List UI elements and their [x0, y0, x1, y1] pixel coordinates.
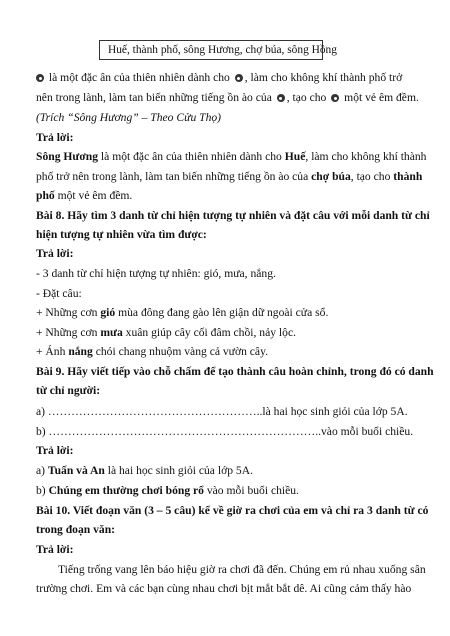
answer-text: chói chang nhuộm vàng cả vườn cây.: [92, 345, 269, 358]
bold-word: nắng: [68, 345, 93, 358]
answer-text: + Những cơn: [36, 306, 101, 319]
bold-word: gió: [100, 306, 116, 319]
answer-label: Trả lời:: [36, 247, 74, 260]
answer-text: là hai học sinh giỏi của lớp 5A.: [104, 464, 253, 477]
answer-text: + Những cơn: [36, 326, 101, 339]
answer-label: Trả lời:: [36, 543, 74, 556]
bold-word: Tuấn và An: [47, 464, 105, 477]
answer-label: Trả lời:: [36, 131, 74, 144]
bold-word: chợ búa: [311, 170, 351, 183]
bold-word: phố: [36, 189, 55, 202]
exercise-8-sentence-1: [36, 306, 418, 320]
exercise-10-title-1: Bài 10. Viết đoạn văn (3 – 5 câu) kể về giờ ra chơi của em và chỉ ra 3 danh từ có: [36, 504, 429, 517]
exercise-9-item-b: b) ……………………………………………………………..vào mỗi buổi chiều.: [36, 425, 414, 438]
exercise-9-answer-a: [36, 464, 418, 478]
bold-word: Sông Hương: [36, 150, 99, 163]
exercise-10-title-2: trong đoạn văn:: [36, 523, 116, 536]
passage-text: , tạo cho: [286, 91, 327, 104]
answer-text: vào mỗi buổi chiều.: [203, 484, 299, 497]
passage-text: , làm cho không khí thành phố trở: [244, 71, 403, 84]
answer-text: + Ánh: [36, 345, 69, 358]
answer-line-3: [36, 189, 418, 203]
passage-text: nên trong lành, làm tan biến những tiếng ồn ào của: [36, 91, 272, 104]
blank-flower-icon: [235, 74, 243, 82]
exercise-8-line-2: - Đặt câu:: [36, 287, 82, 300]
passage-line-2: [36, 91, 418, 105]
exercise-9-title-2: từ chỉ người:: [36, 384, 101, 397]
answer-text: , làm cho không khí thành: [305, 150, 427, 163]
answer-label: Trả lời:: [36, 444, 74, 457]
exercise-9-item-a: a) ………………………………………………..là hai học sinh giỏi của lớp 5A.: [36, 405, 408, 418]
exercise-9-title-1: Bài 9. Hãy viết tiếp vào chỗ chấm để tạo thành câu hoàn chỉnh, trong đó có danh: [36, 365, 434, 378]
passage-text: là một đặc ân của thiên nhiên dành cho: [48, 71, 230, 84]
exercise-10-paragraph-line-2: trường chơi. Em và các bạn cùng nhau chơi bịt mắt bắt dê. Ai cũng cảm thấy hào: [36, 582, 412, 595]
citation: (Trích “Sông Hương” – Theo Cửu Thọ): [36, 111, 222, 124]
exercise-8-line-1: - 3 danh từ chỉ hiện tượng tự nhiên: gió, mưa, nắng.: [36, 267, 276, 280]
exercise-8-sentence-2: [36, 326, 418, 340]
word-bank-text: Huế, thành phố, sông Hương, chợ búa, sông Hồng: [108, 44, 337, 56]
bold-word: thành: [393, 170, 423, 183]
answer-text: mùa đông đang gào lên giận dữ ngoài cửa sổ.: [115, 306, 329, 319]
answer-text: a): [36, 464, 48, 477]
answer-line-2: [36, 170, 423, 184]
exercise-10-paragraph-line-1: Tiếng trống vang lên báo hiệu giờ ra chơi đã đến. Chúng em rủ nhau xuống sân: [58, 563, 426, 576]
answer-text: một vẻ êm đềm.: [54, 189, 133, 202]
answer-text: phố trở nên trong lành, làm tan biến những tiếng ồn ào của: [36, 170, 312, 183]
bold-word: mưa: [100, 326, 123, 339]
bold-word: Huế: [284, 150, 306, 163]
exercise-8-title-2: hiện tượng tự nhiên vừa tìm được:: [36, 228, 207, 241]
blank-flower-icon: [277, 94, 285, 102]
answer-text: , tạo cho: [350, 170, 394, 183]
blank-flower-icon: [36, 74, 44, 82]
exercise-8-sentence-3: [36, 345, 418, 359]
exercise-8-title-1: Bài 8. Hãy tìm 3 danh từ chỉ hiện tượng tự nhiên và đặt câu với mỗi danh từ chỉ: [36, 209, 430, 222]
answer-text: xuân giúp cây cối đâm chồi, nảy lộc.: [122, 326, 296, 339]
blank-flower-icon: [331, 94, 339, 102]
passage-text: một vẻ êm đềm.: [344, 91, 419, 104]
exercise-9-answer-b: [36, 484, 418, 498]
bold-word: Chúng em thường chơi bóng rổ: [48, 484, 204, 497]
answer-text: là một đặc ân của thiên nhiên dành cho: [98, 150, 285, 163]
word-bank-box: [99, 40, 337, 60]
passage-line-1: [36, 71, 418, 85]
answer-line-1: [36, 150, 427, 164]
answer-text: b): [36, 484, 49, 497]
